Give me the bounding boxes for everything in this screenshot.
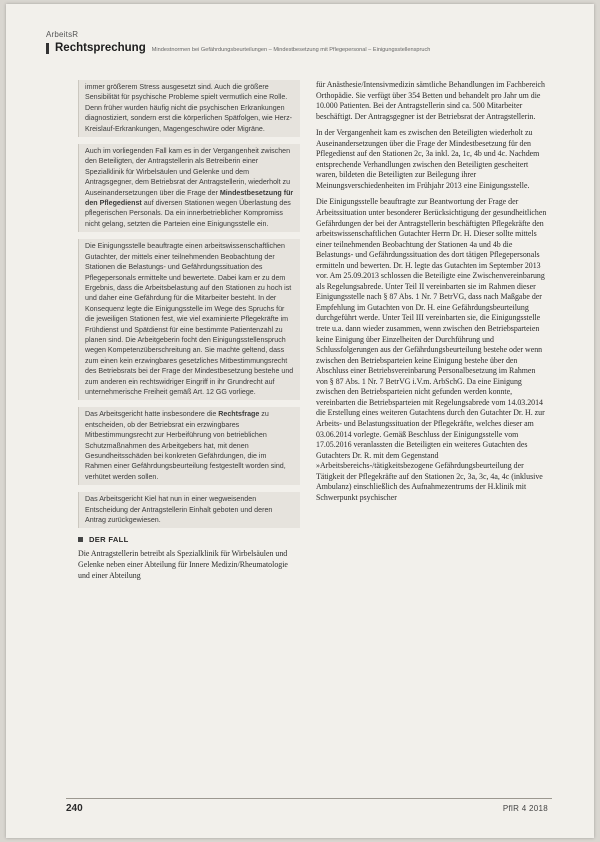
case-summary-text-after: auf diversen Stationen wegen Überlastung des pflegerischen Personals. Da ein innerbetrieblicher Kompromiss nicht gelang, setzten die Parteien eine Einigungsstelle ein. <box>85 199 291 228</box>
body-paragraph-1: für Anästhesie/Intensivmedizin sämtliche Behandlungen im Fachbereich Orthopädie. Sie verfügt über 354 Betten und behandelt pro Jahr um die 10.000 Patienten. Bei der Antragstellerin sind ca. 500 Mitarbeiter beschäftigt. Der Antragsgegner ist der Betriebsrat der Antragstellerin. <box>316 80 545 121</box>
einigungsstelle-summary: Die Einigungsstelle beauftragte einen arbeitswissenschaftlichen Gutachter, der mittels einer teilnehmenden Beobachtung der Stationen die Belastungs- und Gefährdungssituation des Pflegepersonals ermittelte und bewertete. Dabei kam er zu dem Ergebnis, dass die Arbeitsbelastung auf den Stationen zu hoch ist und daher eine Gefährdung für die Mitarbeiter besteht. In der Konsequenz legte die Einigungsstelle im Wege des Spruchs für die jeweiligen Stationen fest, wie viel examinierte Pflegekräfte im Frühdienst und Spätdienst für eine bestimmte Patientenzahl zu planen sind. Die Arbeitgeberin focht den Einigungsstellenspruch wegen Kompetenzüberschreitung an. Sie machte geltend, dass zum einen kein erzwingbares gesetzliches Mitbestimmungsrecht des Betriebsrats bei der Frage der Mindestbesetzung bestehe und zum anderen ein rechtswidriger Eingriff in ihr Grundrecht auf unternehmerische Freiheit gemäß Art. 12 GG vorliege. <box>85 242 294 396</box>
footer-rule <box>66 798 552 799</box>
case-summary <box>85 146 294 229</box>
court-question-before: Das Arbeitsgericht hatte insbesondere die <box>85 410 219 419</box>
case-summary-text-before: Auch im vorliegenden Fall kam es in der Vergangenheit zwischen den Beteiligten, der Antragstellerin als Betreiberin einer Spezialklinik für Wirbelsäulen und Gelenke und dem Antragsgegner, dem Betriebsrat der Antragstellerin, wiederholt zu Auseinandersetzungen über die Frage der <box>85 147 291 197</box>
case-summary-emphasis: Mindestbesetzung für den Pflegedienst <box>85 188 294 208</box>
summary-box-case <box>78 144 300 232</box>
summary-box-question <box>78 407 300 485</box>
case-body-start: Die Antragstellerin betreibt als Spezialklinik für Wirbelsäulen und Gelenke neben einer Abteilung für Innere Medizin/Rheumatologie und einer Abteilung <box>78 549 288 580</box>
court-result: Das Arbeitsgericht Kiel hat nun in einer wegweisenden Entscheidung der Antragstellerin Einhalt geboten und deren Antrag zurückgewiesen. <box>85 495 273 525</box>
section-title: Rechtsprechung <box>55 42 146 54</box>
case-section-title: DER FALL <box>89 535 129 545</box>
left-column <box>78 80 300 780</box>
case-section-heading <box>78 535 300 544</box>
court-question-emphasis: Rechtsfrage <box>218 410 260 419</box>
right-column <box>316 80 548 780</box>
court-question-after: zu entscheiden, ob der Betriebsrat ein erzwingbares Mitbestimmungsrecht zur Herbeiführung von betrieblichen Schutzmaßnahmen des Arbeitgebers hat, mit denen Gesundheitsschäden bei konkreten Gefährdungen, die im Rahmen einer Gefährdungsbeurteilung festgestellt worden sind, verhütet werden sollen. <box>85 410 286 481</box>
section-subtitle: Mindestnormen bei Gefährdungsbeurteilungen – Mindestbesetzung mit Pflegepersonal – Einigungsstellenspruch <box>151 47 431 53</box>
section-header <box>46 42 546 54</box>
running-head: ArbeitsR <box>46 30 79 39</box>
summary-box-einigungsstelle <box>78 239 300 400</box>
court-question <box>85 409 294 482</box>
journal-page <box>6 4 594 838</box>
section-marker <box>46 43 49 54</box>
summary-box-result <box>78 492 300 528</box>
intro-continuation: immer größerem Stress ausgesetzt sind. Auch die größere Sensibilität für psychische Probleme spielt vermutlich eine Rolle. Denn früher wurden häufig nicht die psychischen Erkrankungen diagnostiziert, sondern erst die körperlichen Spätfolgen, wie Herz-Kreislauf-Erkrankungen, Magengeschwüre oder Migräne. <box>85 83 293 133</box>
body-paragraph-3: Die Einigungsstelle beauftragte zur Beantwortung der Frage der Arbeitssituation unter besonderer Berücksichtigung der gesundheitlichen Gefährdungen der bei der Antragstellerin beschäftigten Pflegekräfte den arbeitswissenschaftlichen Gutachter Herrn Dr. H. Dieser sollte mittels einer teilnehmenden Beobachtung der Stationen 4a und 4b die Belastungs- und Gefährdungssituation des dort tätigen Pflegepersonals ermitteln und bewerten. Dr. H. legte das Gutachten im September 2013 vor. Am 25.09.2013 schlossen die Beteiligte eine Zwischenvereinbarung als Regelungsabrede. Unter Teil II vereinbarten sie im Rahmen dieser Einigungsstelle nach § 87 Abs. 1 Nr. 7 BetrVG, dass nach Maßgabe der Empfehlung im Gutachten von Dr. H. eine Gefährdungsbeurteilung durchgeführt werde. Unter Teil III vereinbarten sie, die Einigungsstelle trete u.a. dann wieder zusammen, wenn zwischen den Betriebsparteien keine Einigung über Einzelheiten der Durchführung und Schlussfolgerungen aus der Gefährdungsbeurteilung bestehe oder wenn zwischen den Betriebsparteien keine Einigung bestehe über den Abschluss einer Betriebsvereinbarung Personalbesetzung im Rahmen von § 87 Abs. 1 Nr. 7 BetrVG i.V.m. ArbSchG. Da eine Einigung zwischen den Betriebsparteien nicht gefunden werden konnte, vereinbarten die Betriebsparteien mit Regelungsabrede vom 14.03.2014 die Erstellung eines weiteren Gutachtens durch den Gutachter Dr. H. zur Arbeits- und Belastungssituation der Pflegekräfte, welches dieser am 03.06.2014 vorlegte. Gemäß Beschluss der Einigungsstelle vom 17.05.2016 veranlassten die Beteiligten ein weiteres Gutachten des Gutachters Dr. R. mit dem Gegenstand »Arbeitsbereichs-/tätigkeitsbezogene Gefährdungsbeurteilung der Tätigkeit der Pflegekräfte auf den Stationen 2c, 3a, 3c, 4a, 4c (inklusive Ambulanz) einschließlich des Aufnahmezentrums der H.klinik mit Schwerpunkt psychischer <box>316 197 547 502</box>
section-bullet-icon <box>78 537 83 542</box>
body-paragraph-2: In der Vergangenheit kam es zwischen den Beteiligten wiederholt zu Auseinandersetzungen über die Frage der Mindestbesetzung für den Pflegedienst auf den Stationen 2c, 3a inkl. 2a, 1c, 4b und 4c. Nachdem entsprechende Verhandlungen zwischen den Beteiligten gescheitert waren, bildeten die Beteiligten zur Beilegung ihrer Meinungsverschiedenheiten im Frühjahr 2013 eine Einigungsstelle. <box>316 128 540 190</box>
summary-box-intro <box>78 80 300 137</box>
journal-reference: PflR 4 2018 <box>502 804 548 813</box>
page-number: 240 <box>66 803 83 814</box>
